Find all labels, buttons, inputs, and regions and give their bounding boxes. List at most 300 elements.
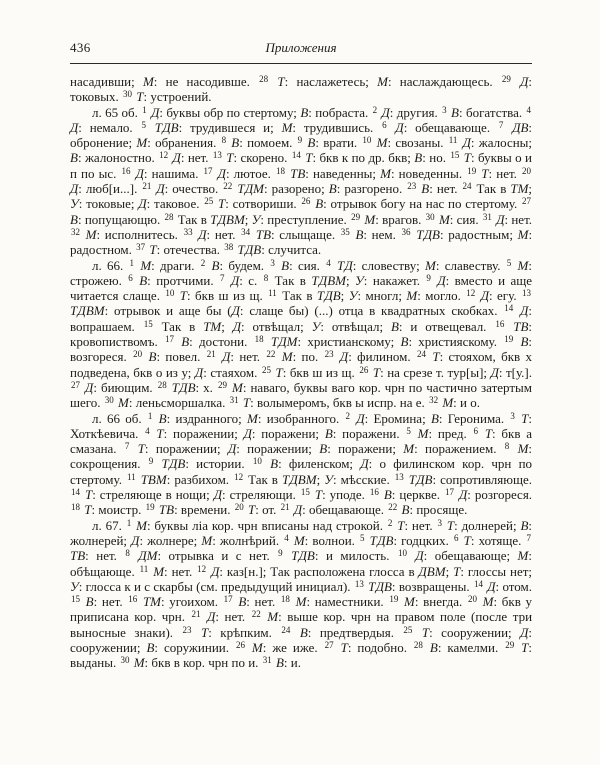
manuscript-siglum: Т: [248, 502, 256, 518]
manuscript-siglum: М: [85, 226, 97, 242]
note-number: 28: [259, 74, 269, 84]
manuscript-siglum: В: [400, 334, 409, 350]
manuscript-siglum: Д: [135, 165, 144, 181]
note-number: 32: [71, 226, 80, 237]
note-number: 20: [133, 349, 143, 360]
note-number: 20: [234, 502, 244, 513]
manuscript-siglum: В: [275, 655, 284, 671]
page-header: [70, 40, 532, 57]
manuscript-siglum: Т: [453, 563, 461, 579]
manuscript-siglum: М: [442, 395, 454, 411]
note-number: 36: [401, 226, 411, 237]
manuscript-siglum: Д: [490, 364, 499, 380]
note-number: 5: [141, 119, 146, 130]
manuscript-siglum: В: [328, 181, 337, 197]
manuscript-siglum: Д: [156, 181, 165, 197]
apparatus-paragraph-l67: л. 67. $^1$ М: буквы ліа кор. чрн вписаны над строкой. $^2$ Т: нет. $^3$ Т: долнерей; В: жолнерей; Д: жолнере; М: жолнѣрий. $^4$ М: волнои. $^5$ ТДВ: годцких. $^6$ Т: хотяще. $^7$ ТВ: нет. $^8$ ДМ: отрывка и с нет. $^9$ ТДВ: и милость. $^{10}$ Д: обещавающе; М: обѣщающе. $^{11}$ М: нет. $^{12}$ Д: каз[н.]; Так расположена глосса в ДВМ; Т: глоссы нет; У: глосса к и с скарбы (см. предыдущий инициал). $^{13}$ ТДВ: возвращены. $^{14}$ Д: отом. $^{15}$ В: нет. $^{16}$ ТМ: угоихом. $^{17}$ В: нет. $^{18}$ М: наместники. $^{19}$ М: внегда. $^{20}$ М: бкв у приписана кор. чрн. $^{21}$ Д: нет. $^{22}$ М: выше кор. чрн на правом поле (после три выносные знаки). $^{23}$ Т: крѣпким. $^{24}$ В: предтвердыя. $^{25}$ Т: сооружении; Д: сооружении; В: соружинии. $^{26}$ М: же иже. $^{27}$ Т: подобно. $^{28}$ В: камелми. $^{29}$ Т: выданы. $^{30}$ М: бкв в кор. чрн по и. $^{31}$ В: и.: [70, 517, 533, 671]
manuscript-siglum: В: [158, 410, 167, 426]
note-number: 17: [223, 594, 233, 605]
apparatus-paragraph-continuation: насадивши; М: не насодивше. $^{28}$ Т: наслажетесь; М: наслаждающесь. $^{29}$ Д: токовых. $^{30}$ Т: устроений.: [70, 74, 533, 105]
note-number: 31: [229, 395, 239, 406]
manuscript-siglum: М: [376, 135, 388, 151]
manuscript-siglum: ТДВМ: [311, 272, 346, 288]
running-title: Приложения: [265, 40, 337, 55]
manuscript-siglum: Д: [172, 150, 181, 166]
note-number: 16: [121, 165, 131, 176]
note-number: 14: [291, 150, 301, 161]
note-number: 19: [467, 165, 477, 176]
manuscript-siglum: Т: [84, 502, 92, 518]
manuscript-siglum: ТДВ: [416, 226, 440, 242]
manuscript-siglum: У: [70, 196, 79, 212]
manuscript-siglum: Д: [211, 563, 220, 579]
note-number: 12: [159, 150, 169, 161]
manuscript-siglum: У: [311, 318, 321, 334]
manuscript-siglum: М: [281, 119, 293, 135]
note-number: 30: [425, 211, 435, 222]
note-number: 37: [136, 242, 146, 253]
manuscript-siglum: М: [201, 532, 213, 548]
manuscript-siglum: Д: [458, 487, 468, 503]
manuscript-siglum: ТД: [336, 257, 353, 273]
note-number: 19: [145, 502, 155, 513]
note-number: 13: [354, 578, 364, 589]
note-number: 31: [482, 211, 492, 222]
manuscript-siglum: ТДВ: [171, 379, 196, 395]
note-number: 7: [498, 119, 504, 130]
note-number: 29: [217, 379, 227, 390]
manuscript-siglum: Т: [149, 242, 157, 258]
note-number: 18: [280, 594, 290, 605]
note-number: 13: [212, 150, 222, 161]
note-number: 8: [125, 548, 130, 559]
manuscript-siglum: У: [355, 272, 364, 288]
manuscript-siglum: ТДВ: [316, 288, 341, 304]
note-number: 5: [506, 257, 512, 268]
note-number: 5: [360, 532, 365, 543]
manuscript-siglum: Д: [207, 609, 216, 625]
note-number: 17: [203, 165, 213, 176]
manuscript-siglum: В: [315, 196, 324, 212]
note-number: 23: [182, 624, 192, 635]
manuscript-siglum: Д: [85, 379, 94, 395]
manuscript-siglum: ТВМ: [140, 471, 167, 487]
note-number: 8: [263, 272, 269, 283]
manuscript-siglum: Д: [227, 441, 237, 457]
manuscript-siglum: В: [181, 334, 190, 350]
manuscript-siglum: Т: [305, 150, 313, 166]
note-number: 27: [324, 639, 334, 650]
manuscript-siglum: М: [517, 441, 529, 457]
manuscript-siglum: У: [324, 471, 333, 487]
manuscript-siglum: Т: [226, 150, 234, 166]
manuscript-siglum: М: [267, 609, 279, 625]
manuscript-siglum: М: [403, 441, 415, 457]
note-number: 35: [340, 226, 350, 237]
manuscript-siglum: В: [270, 456, 279, 472]
manuscript-siglum: В: [520, 334, 529, 350]
note-number: 9: [148, 456, 154, 467]
note-number: 22: [223, 181, 233, 192]
note-number: 15: [143, 318, 153, 329]
manuscript-siglum: М: [153, 563, 165, 579]
manuscript-siglum: Т: [484, 425, 493, 441]
note-number: 1: [142, 104, 147, 115]
manuscript-siglum: ТВ: [513, 318, 529, 334]
apparatus-text: [70, 74, 532, 671]
manuscript-siglum: ТДВМ: [281, 471, 317, 487]
note-number: 25: [261, 364, 271, 375]
note-number: 28: [157, 379, 167, 390]
manuscript-siglum: Т: [277, 74, 285, 89]
manuscript-siglum: В: [70, 150, 78, 166]
manuscript-siglum: ТМ: [203, 318, 222, 334]
manuscript-siglum: М: [295, 594, 307, 610]
manuscript-siglum: В: [401, 502, 410, 518]
manuscript-siglum: М: [424, 257, 436, 273]
manuscript-siglum: В: [70, 211, 78, 227]
note-number: 22: [388, 502, 398, 513]
manuscript-siglum: Т: [136, 89, 144, 105]
note-number: 30: [104, 395, 114, 406]
manuscript-siglum: Д: [217, 165, 226, 181]
manuscript-siglum: М: [293, 532, 305, 548]
note-number: 2: [372, 104, 378, 115]
note-number: 18: [71, 502, 80, 513]
note-number: 29: [505, 639, 515, 650]
note-number: 10: [397, 548, 407, 559]
manuscript-siglum: ТДВ: [291, 548, 315, 564]
note-number: 11: [448, 135, 458, 146]
note-number: 25: [204, 196, 214, 207]
note-number: 31: [262, 655, 272, 666]
manuscript-siglum: У: [251, 211, 261, 227]
manuscript-siglum: М: [364, 211, 376, 227]
manuscript-siglum: В: [281, 257, 290, 273]
manuscript-siglum: Д: [487, 578, 496, 594]
note-number: 38: [224, 242, 234, 253]
manuscript-siglum: В: [319, 441, 328, 457]
manuscript-siglum: Т: [372, 364, 381, 380]
manuscript-siglum: В: [355, 226, 364, 242]
manuscript-siglum: Т: [84, 487, 93, 503]
manuscript-siglum: ДВ: [512, 119, 529, 135]
note-number: 4: [526, 104, 532, 115]
note-number: 9: [426, 272, 431, 283]
manuscript-siglum: Д: [131, 532, 140, 548]
note-number: 26: [235, 639, 245, 650]
manuscript-siglum: ТДВМ: [210, 211, 245, 227]
manuscript-siglum: Д: [198, 226, 207, 242]
manuscript-siglum: В: [324, 425, 333, 441]
note-number: 22: [266, 349, 276, 360]
manuscript-siglum: ТМ: [142, 594, 161, 610]
manuscript-siglum: Т: [201, 624, 209, 640]
manuscript-siglum: Т: [446, 517, 455, 533]
manuscript-siglum: ТДВ: [369, 532, 394, 548]
note-number: 34: [241, 226, 251, 237]
manuscript-siglum: ТДВМ: [70, 303, 105, 319]
note-number: 1: [147, 410, 153, 421]
note-number: 21: [206, 349, 216, 360]
note-number: 24: [462, 181, 472, 192]
manuscript-siglum: В: [238, 594, 247, 610]
note-number: 33: [183, 226, 193, 237]
note-number: 20: [522, 165, 532, 176]
manuscript-siglum: М: [231, 379, 243, 395]
note-number: 14: [473, 578, 483, 589]
note-number: 28: [413, 639, 423, 650]
manuscript-siglum: ТДВ: [408, 471, 433, 487]
note-number: 20: [467, 594, 477, 605]
manuscript-siglum: Т: [218, 196, 226, 212]
manuscript-siglum: Т: [463, 532, 471, 548]
manuscript-siglum: В: [300, 104, 309, 120]
note-number: 10: [362, 135, 372, 146]
note-number: 30: [120, 655, 130, 666]
manuscript-siglum: М: [133, 655, 145, 671]
note-number: 29: [501, 74, 511, 84]
manuscript-siglum: Д: [243, 425, 252, 441]
note-number: 8: [221, 135, 227, 146]
note-number: 7: [220, 272, 225, 283]
note-number: 4: [326, 257, 331, 268]
manuscript-siglum: В: [231, 135, 240, 151]
note-number: 23: [407, 181, 417, 192]
note-number: 24: [281, 624, 291, 635]
manuscript-siglum: М: [417, 425, 429, 441]
manuscript-siglum: Т: [463, 150, 471, 166]
manuscript-siglum: Д: [232, 318, 242, 334]
note-number: 3: [270, 257, 275, 268]
apparatus-paragraph-l66ob: л. 66 об. $^1$ В: издранного; М: изобранного. $^2$ Д: Еромина; В: Геронима. $^3$ Т: Хоткѣевича. $^4$ Т: поражении; Д: поражени; В: поражени. $^5$ М: пред. $^6$ Т: бкв а смазана. $^7$ Т: поражении; Д: поражении; В: поражени; М: поражением. $^8$ М: сокрощения. $^9$ ТДВ: истории. $^{10}$ В: филенском; Д: о филинском кор. чрн по стертому. $^{11}$ ТВМ: разбихом. $^{12}$ Так в ТДВМ; У: мѣсские. $^{13}$ ТДВ: сопротивляюще. $^{14}$ Т: стреляюще в нощи; Д: стреляющи. $^{15}$ Т: уподе. $^{16}$ В: церкве. $^{17}$ Д: розгореся. $^{18}$ Т: моистр. $^{19}$ ТВ: времени. $^{20}$ Т: от. $^{21}$ Д: обещавающе. $^{22}$ В: просяще.: [70, 410, 533, 518]
note-number: 14: [71, 487, 80, 498]
manuscript-siglum: Т: [521, 639, 529, 655]
manuscript-siglum: ДВМ: [418, 563, 446, 579]
note-number: 11: [127, 471, 136, 482]
note-number: 18: [275, 165, 285, 176]
manuscript-siglum: В: [146, 639, 155, 655]
manuscript-siglum: Т: [421, 624, 430, 640]
manuscript-siglum: Д: [231, 303, 240, 319]
manuscript-siglum: В: [421, 181, 430, 197]
note-number: 9: [278, 548, 283, 559]
note-number: 13: [522, 288, 531, 299]
note-number: 10: [252, 456, 262, 467]
manuscript-siglum: М: [247, 410, 258, 426]
note-number: 12: [234, 471, 244, 482]
header-rule: [70, 63, 532, 64]
manuscript-siglum: Т: [397, 517, 405, 533]
apparatus-paragraph-l66: л. 66. $^1$ М: драги. $^2$ В: будем. $^3$ В: сия. $^4$ ТД: словеству; М: славеству. $^5$ М: строжею. $^6$ В: протчими. $^7$ Д: с. $^8$ Так в ТДВМ; У: накажет. $^9$ Д: вместо и аще читается слаще. $^{10}$ Т: бкв ш из щ. $^{11}$ Так в ТДВ; У: многл; М: могло. $^{12}$ Д: егу. $^{13}$ ТДВМ: отрывок и аще бы (Д: слаще бы) (...) отца в квадратных скобках. $^{14}$ Д: вопрашаем. $^{15}$ Так в ТМ; Д: отвѣщал; У: отвѣщал; В: и отвещевал. $^{16}$ ТВ: кровопиствомъ. $^{17}$ В: достони. $^{18}$ ТДМ: христианскому; В: християскому. $^{19}$ В: возгореся. $^{20}$ В: повел. $^{21}$ Д: нет. $^{22}$ М: по. $^{23}$ Д: филином. $^{24}$ Т: стояхом, бкв х подведена, бкв о из у; Д: стаяхом. $^{25}$ Т: бкв ш из щ. $^{26}$ Т: на срезе т. тур[ы]; Д: т[у.]. $^{27}$ Д: биющим. $^{28}$ ТДВ: х. $^{29}$ М: наваго, буквы ваго кор. чрн по частично затертым шего. $^{30}$ М: леньсморшалка. $^{31}$ Т: волымеромъ, бкв ы испр. на е. $^{32}$ М: и о.: [70, 257, 533, 411]
manuscript-siglum: М: [142, 74, 154, 89]
manuscript-siglum: ТВ: [255, 226, 272, 242]
note-number: 26: [301, 196, 311, 207]
note-number: 24: [417, 349, 426, 360]
manuscript-siglum: В: [211, 257, 220, 273]
note-number: 15: [300, 487, 310, 498]
note-number: 21: [191, 609, 201, 620]
note-number: 1: [129, 257, 135, 268]
note-number: 28: [164, 211, 174, 222]
note-number: 13: [394, 471, 404, 482]
manuscript-siglum: М: [517, 257, 529, 273]
manuscript-siglum: Д: [415, 548, 424, 564]
manuscript-siglum: Д: [138, 196, 147, 212]
note-number: 15: [450, 150, 460, 161]
manuscript-siglum: Д: [213, 487, 223, 503]
manuscript-siglum: Д: [520, 74, 529, 89]
note-number: 23: [324, 349, 334, 360]
manuscript-siglum: Т: [314, 487, 323, 503]
manuscript-siglum: В: [390, 318, 399, 334]
manuscript-siglum: Д: [520, 624, 529, 640]
manuscript-siglum: В: [430, 410, 439, 426]
manuscript-siglum: У: [70, 578, 79, 594]
manuscript-siglum: М: [438, 211, 450, 227]
manuscript-siglum: М: [136, 135, 148, 151]
note-number: 29: [351, 211, 361, 222]
manuscript-siglum: ТМ: [510, 181, 529, 197]
manuscript-siglum: В: [414, 150, 423, 166]
manuscript-siglum: ТДМ: [237, 181, 264, 197]
note-number: 16: [369, 487, 379, 498]
manuscript-siglum: Д: [194, 364, 204, 380]
note-number: 6: [128, 272, 133, 283]
manuscript-siglum: В: [307, 135, 316, 151]
manuscript-siglum: Д: [395, 119, 404, 135]
note-number: 17: [444, 487, 454, 498]
note-number: 3: [437, 517, 442, 528]
note-number: 21: [280, 502, 290, 513]
note-number: 4: [284, 532, 289, 543]
note-number: 12: [197, 563, 207, 574]
note-number: 9: [297, 135, 303, 146]
manuscript-siglum: ТДВ: [154, 119, 179, 135]
note-number: 11: [139, 563, 149, 574]
manuscript-siglum: Д: [356, 410, 365, 426]
manuscript-siglum: Д: [381, 104, 390, 120]
manuscript-siglum: В: [85, 594, 94, 610]
manuscript-siglum: Д: [520, 303, 529, 319]
manuscript-siglum: В: [383, 487, 392, 503]
manuscript-siglum: ТДВ: [161, 456, 186, 472]
manuscript-siglum: М: [482, 594, 494, 610]
manuscript-siglum: В: [299, 624, 308, 640]
manuscript-siglum: Д: [151, 104, 160, 120]
manuscript-siglum: М: [404, 594, 415, 610]
manuscript-siglum: Д: [70, 119, 79, 135]
manuscript-siglum: М: [281, 349, 293, 365]
manuscript-siglum: Т: [137, 441, 145, 457]
note-number: 22: [251, 609, 261, 620]
note-number: 30: [123, 89, 133, 100]
note-number: 11: [268, 288, 277, 299]
manuscript-siglum: Д: [293, 502, 303, 518]
manuscript-siglum: В: [429, 639, 438, 655]
manuscript-siglum: ТВ: [290, 165, 306, 181]
page-number: 436: [70, 40, 91, 55]
manuscript-siglum: ТДМ: [270, 334, 298, 350]
manuscript-siglum: Д: [230, 272, 240, 288]
manuscript-siglum: Д: [70, 181, 79, 197]
manuscript-siglum: Т: [521, 410, 529, 426]
manuscript-siglum: ТДВ: [237, 242, 262, 258]
note-number: 6: [454, 532, 459, 543]
manuscript-siglum: М: [251, 639, 263, 655]
note-number: 6: [473, 425, 479, 436]
manuscript-siglum: М: [140, 257, 152, 273]
note-number: 4: [145, 425, 150, 436]
manuscript-siglum: Д: [222, 349, 231, 365]
note-number: 16: [128, 594, 138, 605]
manuscript-siglum: ТВ: [70, 548, 86, 564]
note-number: 14: [504, 303, 514, 314]
manuscript-siglum: Т: [432, 349, 440, 365]
note-number: 1: [126, 517, 132, 528]
note-number: 7: [526, 532, 532, 543]
manuscript-siglum: Д: [462, 135, 471, 151]
note-number: 2: [200, 257, 206, 268]
note-number: 18: [254, 334, 264, 345]
manuscript-siglum: Д: [360, 456, 369, 472]
apparatus-paragraph-l65ob: л. 65 об. $^1$ Д: буквы обр по стертому; В: побраста. $^2$ Д: другия. $^3$ В: богатства. $^4$ Д: немало. $^5$ ТДВ: трудившеся и; М: трудившись. $^6$ Д: обещавающе. $^7$ ДВ: обронение; М: обранения. $^8$ В: помоем. $^9$ В: врати. $^{10}$ М: свозаны. $^{11}$ Д: жалосны; В: жалоностно. $^{12}$ Д: нет. $^{13}$ Т: скорено. $^{14}$ Т: бкв к по др. бкв; В: но. $^{15}$ Т: буквы о и п по ыс. $^{16}$ Д: нашима. $^{17}$ Д: лютое. $^{18}$ ТВ: наведенны; М: новеденны. $^{19}$ Т: нет. $^{20}$ Д: люб[и...]. $^{21}$ Д: очество. $^{22}$ ТДМ: разорено; В: разгорено. $^{23}$ В: нет. $^{24}$ Так в ТМ; У: токовые; Д: таковое. $^{25}$ Т: сотвориши. $^{26}$ В: отрывок богу на нас по стертому. $^{27}$ В: попущающю. $^{28}$ Так в ТДВМ; У: преступление. $^{29}$ М: врагов. $^{30}$ М: сия. $^{31}$ Д: нет. $^{32}$ М: исполнитесь. $^{33}$ Д: нет. $^{34}$ ТВ: слыщаще. $^{35}$ В: нем. $^{36}$ ТДВ: радостным; М: радостном. $^{37}$ Т: отечества. $^{38}$ ТДВ: случитса.: [70, 104, 533, 258]
note-number: 27: [522, 196, 532, 207]
note-number: 16: [495, 318, 505, 329]
manuscript-siglum: Д: [496, 211, 505, 227]
note-number: 2: [387, 517, 393, 528]
manuscript-siglum: М: [136, 517, 147, 533]
manuscript-siglum: М: [380, 165, 391, 181]
manuscript-siglum: Д: [437, 272, 446, 288]
manuscript-siglum: Т: [242, 395, 251, 411]
manuscript-siglum: Д: [339, 349, 349, 365]
manuscript-siglum: Т: [156, 425, 164, 441]
note-number: 19: [504, 334, 514, 345]
manuscript-siglum: В: [148, 349, 157, 365]
note-number: 19: [389, 594, 399, 605]
note-number: 6: [382, 119, 387, 130]
note-number: 25: [403, 624, 413, 635]
manuscript-siglum: М: [517, 548, 529, 564]
manuscript-siglum: М: [406, 288, 418, 304]
manuscript-siglum: ТДВ: [368, 578, 392, 594]
manuscript-siglum: В: [139, 272, 148, 288]
manuscript-siglum: В: [520, 517, 529, 533]
manuscript-siglum: Т: [340, 639, 348, 655]
note-number: 2: [345, 410, 351, 421]
note-number: 27: [71, 379, 80, 390]
manuscript-siglum: ТВ: [158, 502, 175, 518]
note-number: 21: [142, 181, 152, 192]
note-number: 5: [406, 425, 411, 436]
manuscript-siglum: Т: [179, 288, 188, 304]
note-number: 7: [124, 441, 130, 452]
manuscript-siglum: М: [517, 226, 529, 242]
note-number: 10: [165, 288, 175, 299]
manuscript-siglum: М: [377, 74, 388, 89]
note-number: 17: [164, 334, 174, 345]
manuscript-siglum: У: [348, 288, 358, 304]
note-number: 26: [359, 364, 369, 375]
manuscript-siglum: М: [118, 395, 129, 411]
note-number: 15: [71, 594, 80, 605]
manuscript-siglum: Т: [481, 165, 489, 181]
manuscript-siglum: В: [451, 104, 459, 120]
note-number: 32: [429, 395, 439, 406]
manuscript-siglum: Т: [275, 364, 283, 380]
note-number: 3: [510, 410, 515, 421]
